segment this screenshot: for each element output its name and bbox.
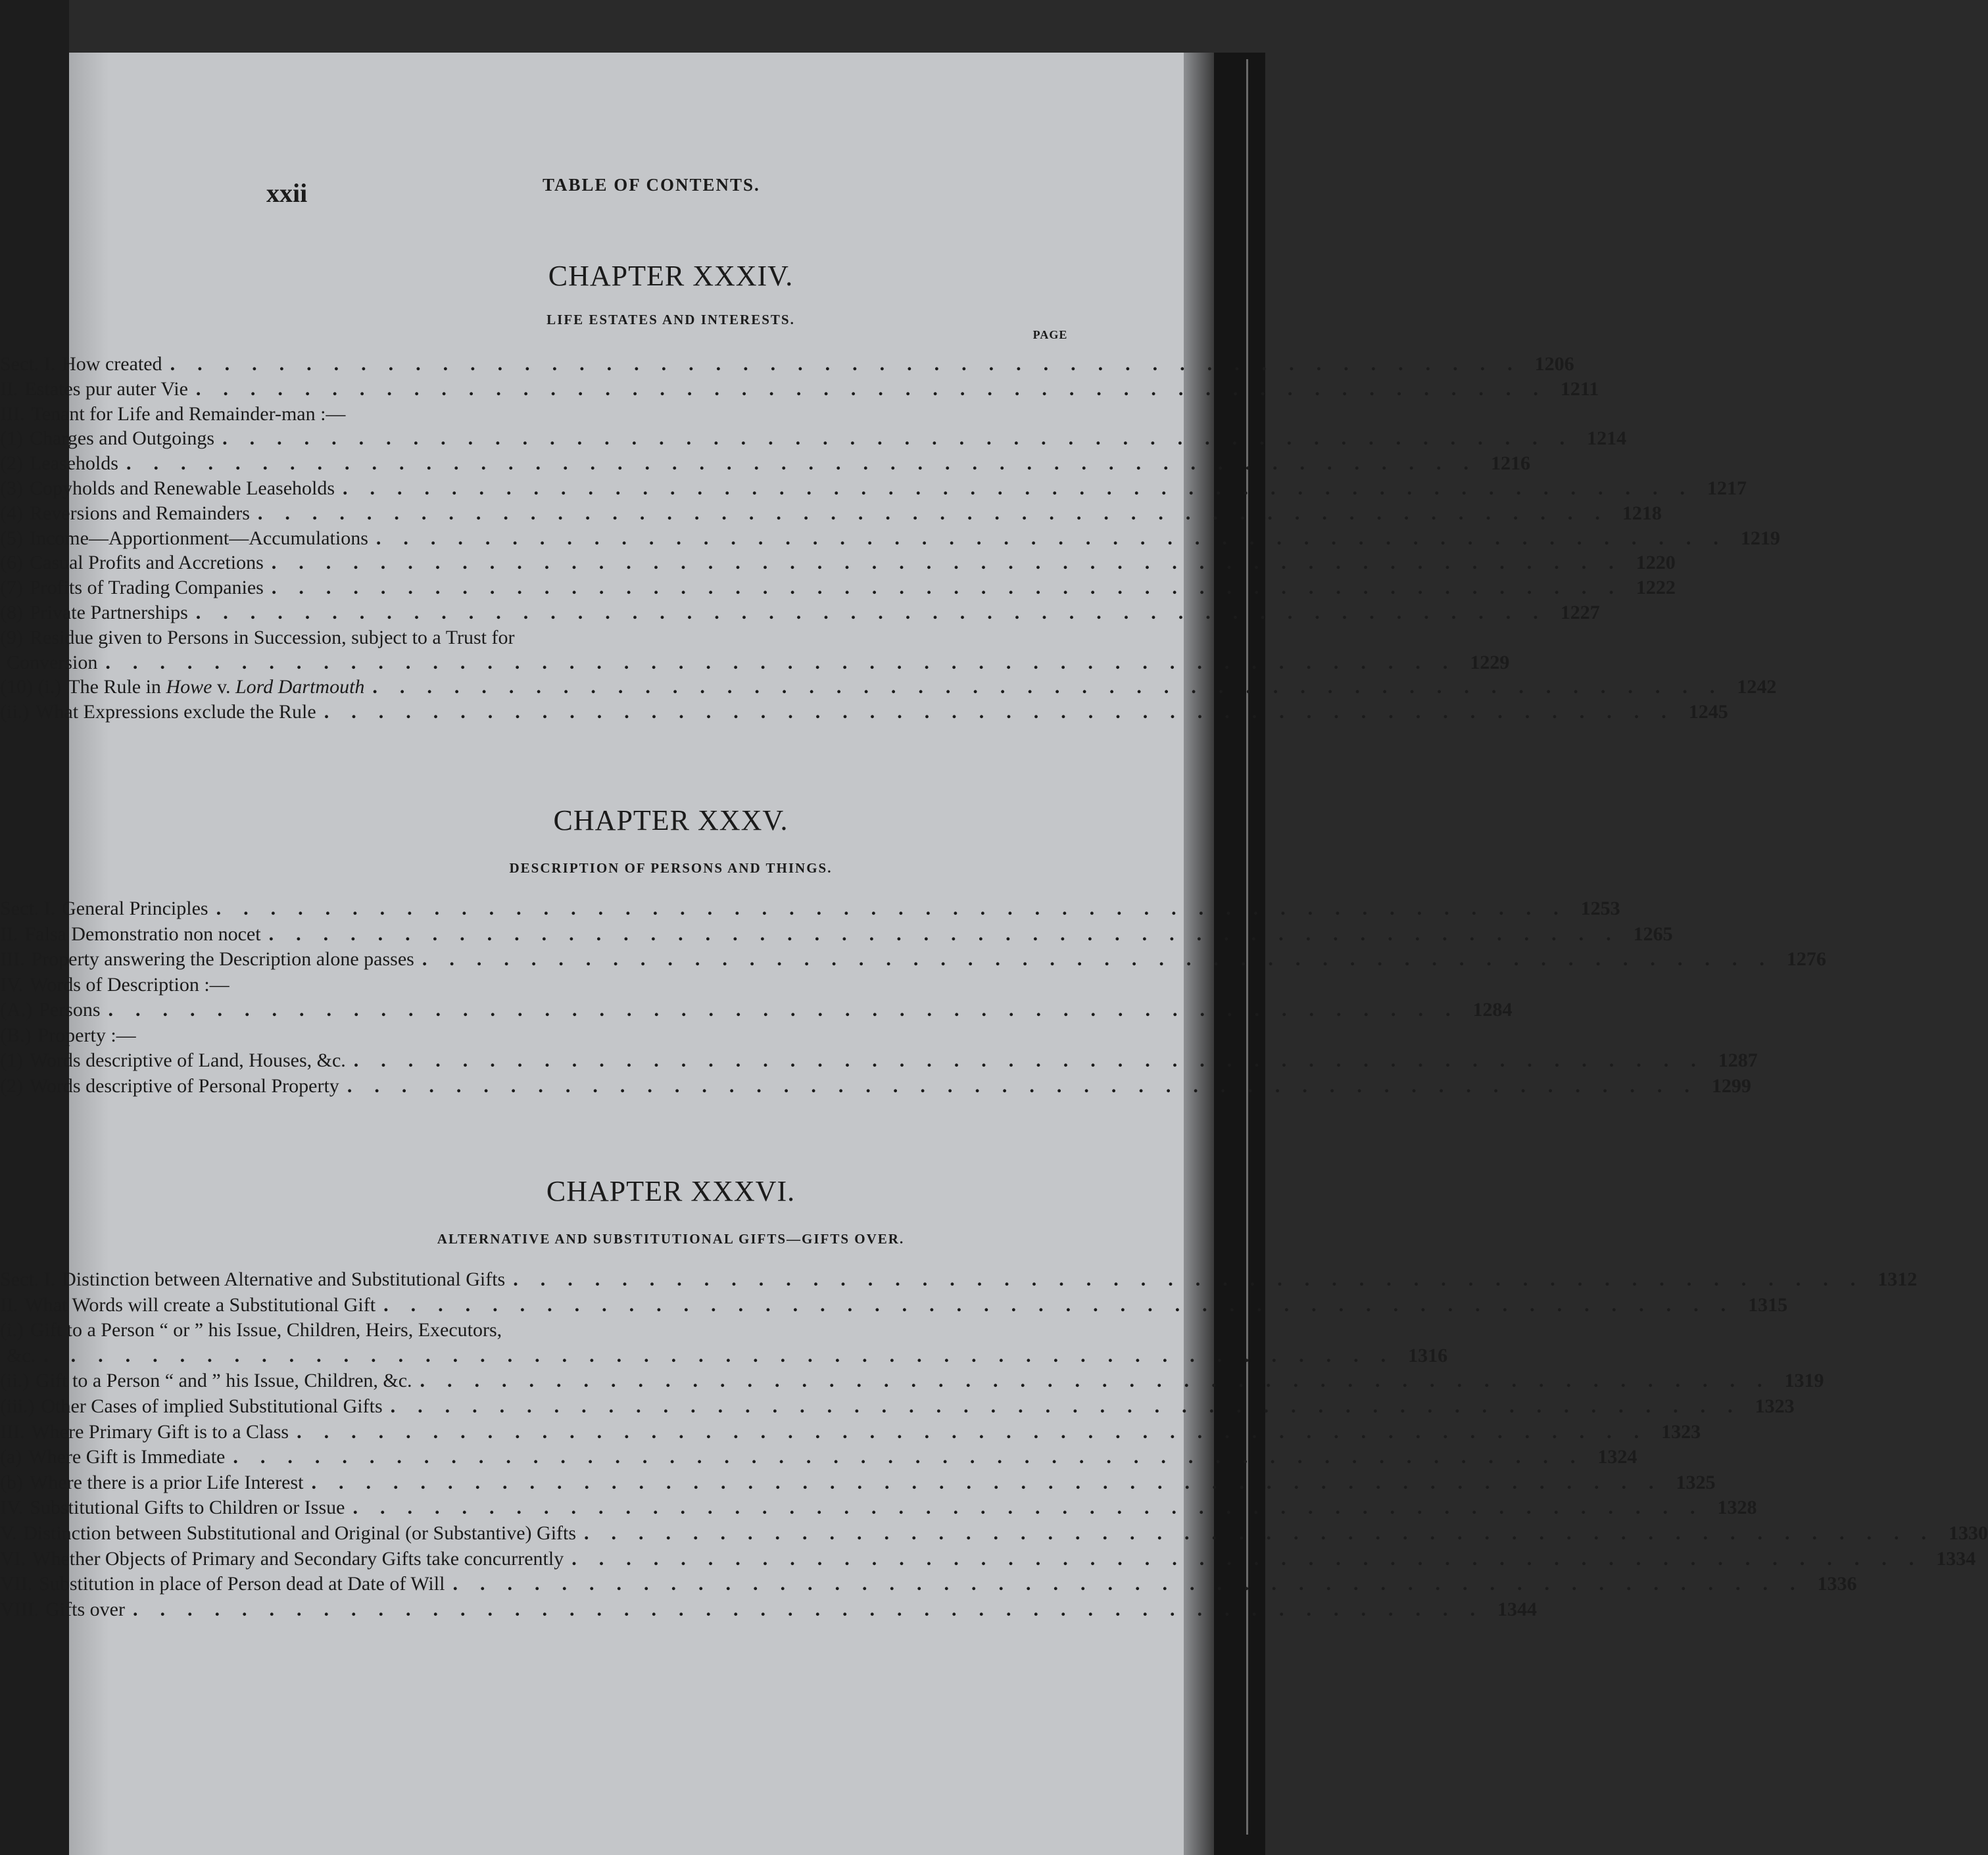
toc-page-number: 1276	[1786, 948, 1826, 970]
toc-entry-title: Gift to a Person “ or ” his Issue, Children, Heirs, Executors,	[30, 1319, 502, 1341]
toc-entry-title: Tenant for Life and Remainder-man :—	[31, 402, 346, 425]
toc-entry-number: (2)	[0, 452, 23, 475]
toc-entry	[0, 1446, 1637, 1468]
toc-entry-title: Copyholds and Renewable Leaseholds	[29, 477, 335, 499]
toc-entry-number: (A.)	[0, 999, 33, 1021]
chapter-subtitle: ALTERNATIVE AND SUBSTITUTIONAL GIFTS—GIFTS OVER.	[437, 1231, 905, 1247]
toc-entry-title: Charges and Outgoings	[29, 427, 215, 450]
page-folio: xxii	[266, 178, 308, 208]
toc-page-number: 1344	[1497, 1598, 1537, 1620]
toc-entry-number: (3)	[0, 477, 23, 499]
toc-page-number: 1323	[1661, 1420, 1701, 1443]
dot-leader: ..................................................	[353, 1049, 1718, 1071]
toc-entry-title: The Rule in Howe v. Lord Dartmouth	[68, 676, 365, 698]
toc-entry-number: VI.	[0, 1547, 26, 1570]
toc-entry-number: III.	[0, 948, 25, 970]
dot-leader: ..................................................	[452, 1573, 1818, 1595]
toc-entry-title: What Expressions exclude the Rule	[36, 701, 316, 723]
toc-entry-number: (iii.)	[0, 1395, 35, 1417]
running-title: TABLE OF CONTENTS.	[543, 175, 760, 195]
toc-entry-number: (b)	[0, 1471, 23, 1493]
page-column-label: PAGE	[1032, 328, 1068, 341]
dot-leader: ..................................................	[584, 1522, 1949, 1544]
toc-entry-title: Words of Description :—	[30, 973, 230, 996]
dot-leader: ..................................................	[170, 353, 1535, 375]
toc-entry	[0, 1573, 1857, 1595]
toc-entry-number: (7)	[0, 577, 23, 599]
toc-entry	[0, 1293, 1788, 1316]
toc-entry-number: VIII.	[0, 1598, 39, 1620]
toc-page-number: 1319	[1784, 1370, 1824, 1392]
toc-entry-title: Whether Objects of Primary and Secondary Gifts take concurrently	[32, 1547, 564, 1570]
toc-entry-title: Other Cases of implied Substitutional Gifts	[41, 1395, 383, 1417]
toc-entry-title: What Words will create a Substitutional Gift	[24, 1293, 376, 1316]
toc-entry-number: VII.	[0, 1573, 33, 1595]
dot-leader: ..................................................	[383, 1293, 1749, 1316]
toc-page-number: 1253	[1580, 898, 1620, 919]
toc-entry	[0, 452, 1530, 475]
toc-entry	[0, 923, 1673, 946]
toc-entry	[0, 427, 1627, 450]
toc-entry-title: Reversions and Remainders	[29, 502, 250, 524]
dot-leader: ..................................................	[195, 602, 1561, 623]
toc-page-number: 1324	[1597, 1446, 1637, 1468]
toc-entry-number: III.	[0, 1420, 25, 1443]
toc-page-number: 1211	[1560, 377, 1599, 400]
dot-leader: ..................................................	[222, 427, 1588, 450]
toc-entry-number: (4)	[0, 502, 23, 524]
toc-entry	[0, 676, 1777, 698]
dot-leader: ..................................................	[324, 701, 1689, 723]
toc-entry-number: (9)	[0, 626, 23, 648]
toc-entry-number: (5)	[0, 527, 23, 549]
dot-leader: ..................................................	[257, 502, 1622, 524]
toc-entry	[0, 552, 1676, 574]
toc-entry-title: Income—Apportionment—Accumulations	[29, 527, 368, 549]
toc-entry	[0, 477, 1747, 500]
dot-leader: ..................................................	[43, 1344, 1409, 1366]
toc-entry-title: Distinction between Alternative and Substitutional Gifts	[62, 1268, 506, 1290]
toc-entry	[0, 1598, 1537, 1621]
toc-entry-title: Estates pur auter Vie	[24, 377, 188, 400]
toc-entry	[0, 1268, 1918, 1291]
toc-entry-number: II.	[0, 923, 18, 945]
toc-entry	[0, 1370, 1824, 1392]
toc-page-number: 1227	[1560, 602, 1600, 623]
toc-entry-title: How created	[62, 353, 162, 375]
dot-leader: ..................................................	[195, 377, 1561, 400]
toc-entry-title: Where Gift is Immediate	[28, 1446, 226, 1468]
chapter-heading: CHAPTER XXXVI.	[546, 1175, 796, 1207]
toc-entry	[0, 701, 1728, 723]
toc-page-number: 1222	[1636, 577, 1676, 599]
dot-leader: ..................................................	[372, 676, 1737, 698]
dot-leader: ..................................................	[513, 1268, 1878, 1290]
toc-entry	[0, 1547, 1976, 1570]
toc-entry-number: IV.	[0, 973, 24, 996]
toc-page-number: 1287	[1718, 1049, 1758, 1071]
dot-leader: ..................................................	[271, 552, 1636, 574]
toc-entry	[0, 353, 1574, 375]
dot-leader: ..................................................	[126, 452, 1491, 475]
toc-entry-number: (6)	[0, 552, 23, 574]
toc-entry	[0, 1497, 1757, 1519]
dot-leader: ..................................................	[571, 1547, 1937, 1570]
dot-leader: ..................................................	[420, 1370, 1785, 1392]
toc-page-number: 1336	[1817, 1573, 1857, 1595]
toc-page-number: 1315	[1748, 1293, 1788, 1316]
dot-leader: ..................................................	[311, 1471, 1676, 1493]
toc-entry-title: Property :—	[37, 1024, 136, 1046]
toc-entry	[0, 948, 1826, 971]
toc-entry-title: Casual Profits and Accretions	[29, 552, 264, 574]
toc-entry	[0, 1471, 1716, 1494]
toc-entry-number: Sect. I.	[0, 1268, 56, 1290]
toc-page-number: 1214	[1587, 427, 1627, 450]
dot-leader: ..................................................	[347, 1074, 1712, 1097]
toc-entry	[0, 999, 1513, 1021]
toc-entry-number: II.	[0, 1293, 18, 1316]
toc-page-number: 1217	[1707, 477, 1747, 499]
toc-entry	[0, 502, 1662, 525]
toc-entry-title: Words descriptive of Land, Houses, &c.	[29, 1049, 346, 1071]
toc-entry-number: (10) (i.)	[0, 676, 62, 698]
toc-entry	[0, 602, 1600, 624]
toc-entry-title: Private Partnerships	[29, 602, 188, 623]
toc-entry-title: Substitution in place of Person dead at Date of Will	[39, 1573, 445, 1595]
toc-entry-number: V.	[0, 1522, 17, 1544]
toc-entry-number: (ii.)	[0, 1370, 30, 1392]
toc-page-number: 1323	[1755, 1395, 1795, 1417]
dot-leader: ..................................................	[271, 577, 1636, 599]
toc-entry-number: Sect. I.	[0, 353, 56, 375]
toc-entry-number: IV.	[0, 1497, 24, 1519]
toc-entry	[0, 1395, 1795, 1418]
toc-entry	[0, 1420, 1701, 1443]
toc-entry	[0, 1344, 1448, 1367]
dot-leader: ..................................................	[422, 948, 1787, 970]
toc-page-number: 1216	[1490, 452, 1530, 475]
toc-entry-title: &c.	[7, 1344, 36, 1366]
toc-page-number: 1245	[1688, 701, 1728, 723]
chapter-heading: CHAPTER XXXIV.	[548, 260, 794, 292]
dot-leader: ..................................................	[390, 1395, 1755, 1417]
dot-leader: ..................................................	[108, 999, 1473, 1021]
toc-page-number: 1284	[1472, 999, 1513, 1021]
dot-leader: ..................................................	[233, 1446, 1598, 1468]
dot-leader: ..................................................	[352, 1497, 1718, 1519]
toc-entry-title: Profits of Trading Companies	[29, 577, 264, 599]
dot-leader: ..................................................	[216, 898, 1581, 919]
toc-entry-title: Words descriptive of Personal Property	[29, 1074, 339, 1097]
toc-page-number: 1328	[1717, 1497, 1757, 1519]
toc-entry-number: (B.)	[0, 1024, 32, 1046]
chapter-subtitle: DESCRIPTION OF PERSONS AND THINGS.	[509, 860, 833, 876]
dot-leader: ..................................................	[343, 477, 1708, 499]
toc-entry-number: (1)	[0, 427, 23, 450]
toc-entry-number: (i.)	[0, 1319, 24, 1341]
chapter-subtitle: LIFE ESTATES AND INTERESTS.	[546, 312, 795, 327]
toc-entry-title: Leaseholds	[29, 452, 118, 475]
toc-entry	[0, 377, 1599, 400]
toc-entry-number: II.	[0, 377, 18, 400]
toc-entry-number: (ii.)	[0, 701, 30, 723]
toc-page-number: 1220	[1636, 552, 1676, 574]
toc-page-number: 1330	[1949, 1522, 1988, 1544]
toc-entry-title: Substitutional Gifts to Children or Issue	[30, 1497, 345, 1519]
toc-page-number: 1312	[1878, 1268, 1918, 1290]
toc-entry	[0, 1049, 1758, 1072]
toc-entry-number: (1)	[0, 1049, 23, 1071]
toc-entry-title: Property answering the Description alone passes	[31, 948, 414, 970]
dot-leader: ..................................................	[297, 1420, 1662, 1443]
toc-entry	[0, 1024, 1079, 1047]
toc-entry	[0, 898, 1620, 920]
toc-entry	[0, 974, 1079, 996]
toc-entry-title: Gift to a Person “ and ” his Issue, Children, &c.	[36, 1370, 412, 1392]
toc-entry-title: Conversion	[7, 651, 98, 673]
toc-page-number: 1325	[1676, 1471, 1716, 1493]
toc-page-number: 1206	[1534, 353, 1574, 375]
toc-entry-title: Where there is a prior Life Interest	[29, 1471, 304, 1493]
toc-page-number: 1219	[1740, 527, 1780, 549]
toc-page-number: 1265	[1633, 923, 1673, 945]
dot-leader: ..................................................	[105, 651, 1470, 673]
dot-leader: ..................................................	[132, 1598, 1497, 1620]
toc-page-number: 1242	[1737, 676, 1777, 698]
toc-entry	[0, 627, 1079, 649]
toc-page-number: 1334	[1936, 1547, 1976, 1570]
toc-entry-number: (a)	[0, 1446, 22, 1468]
toc-entry	[0, 1319, 1079, 1341]
toc-entry	[0, 651, 1510, 674]
toc-page-number: 1316	[1408, 1344, 1448, 1366]
dot-leader: ..................................................	[268, 923, 1634, 945]
toc-entry-number: (2)	[0, 1074, 23, 1097]
toc-entry-title: Gifts over	[45, 1598, 125, 1620]
toc-page-number: 1218	[1622, 502, 1662, 524]
toc-entry-title: Distinction between Substitutional and Original (or Substantive) Gifts	[23, 1522, 577, 1544]
toc-entry-title: Falsa Demonstratio non nocet	[24, 923, 261, 945]
toc-entry	[0, 1074, 1751, 1097]
toc-entry-number: (8)	[0, 602, 23, 623]
dot-leader: ..................................................	[376, 527, 1741, 549]
toc-entry-number: III.	[0, 402, 25, 425]
toc-entry-title: General Principles	[62, 898, 208, 919]
toc-entry	[0, 403, 1079, 425]
toc-entry-title: Residue given to Persons in Succession, subject to a Trust for	[29, 626, 515, 648]
toc-entry	[0, 527, 1780, 550]
toc-entry-number: Sect. I.	[0, 898, 56, 919]
toc-page-number: 1299	[1711, 1074, 1751, 1097]
toc-entry	[0, 577, 1676, 599]
toc-entry-title: Persons	[39, 999, 101, 1021]
toc-page-number: 1229	[1470, 651, 1510, 673]
chapter-heading: CHAPTER XXXV.	[553, 804, 788, 836]
toc-entry-title: Where Primary Gift is to a Class	[31, 1420, 289, 1443]
toc-entry	[0, 1522, 1988, 1545]
